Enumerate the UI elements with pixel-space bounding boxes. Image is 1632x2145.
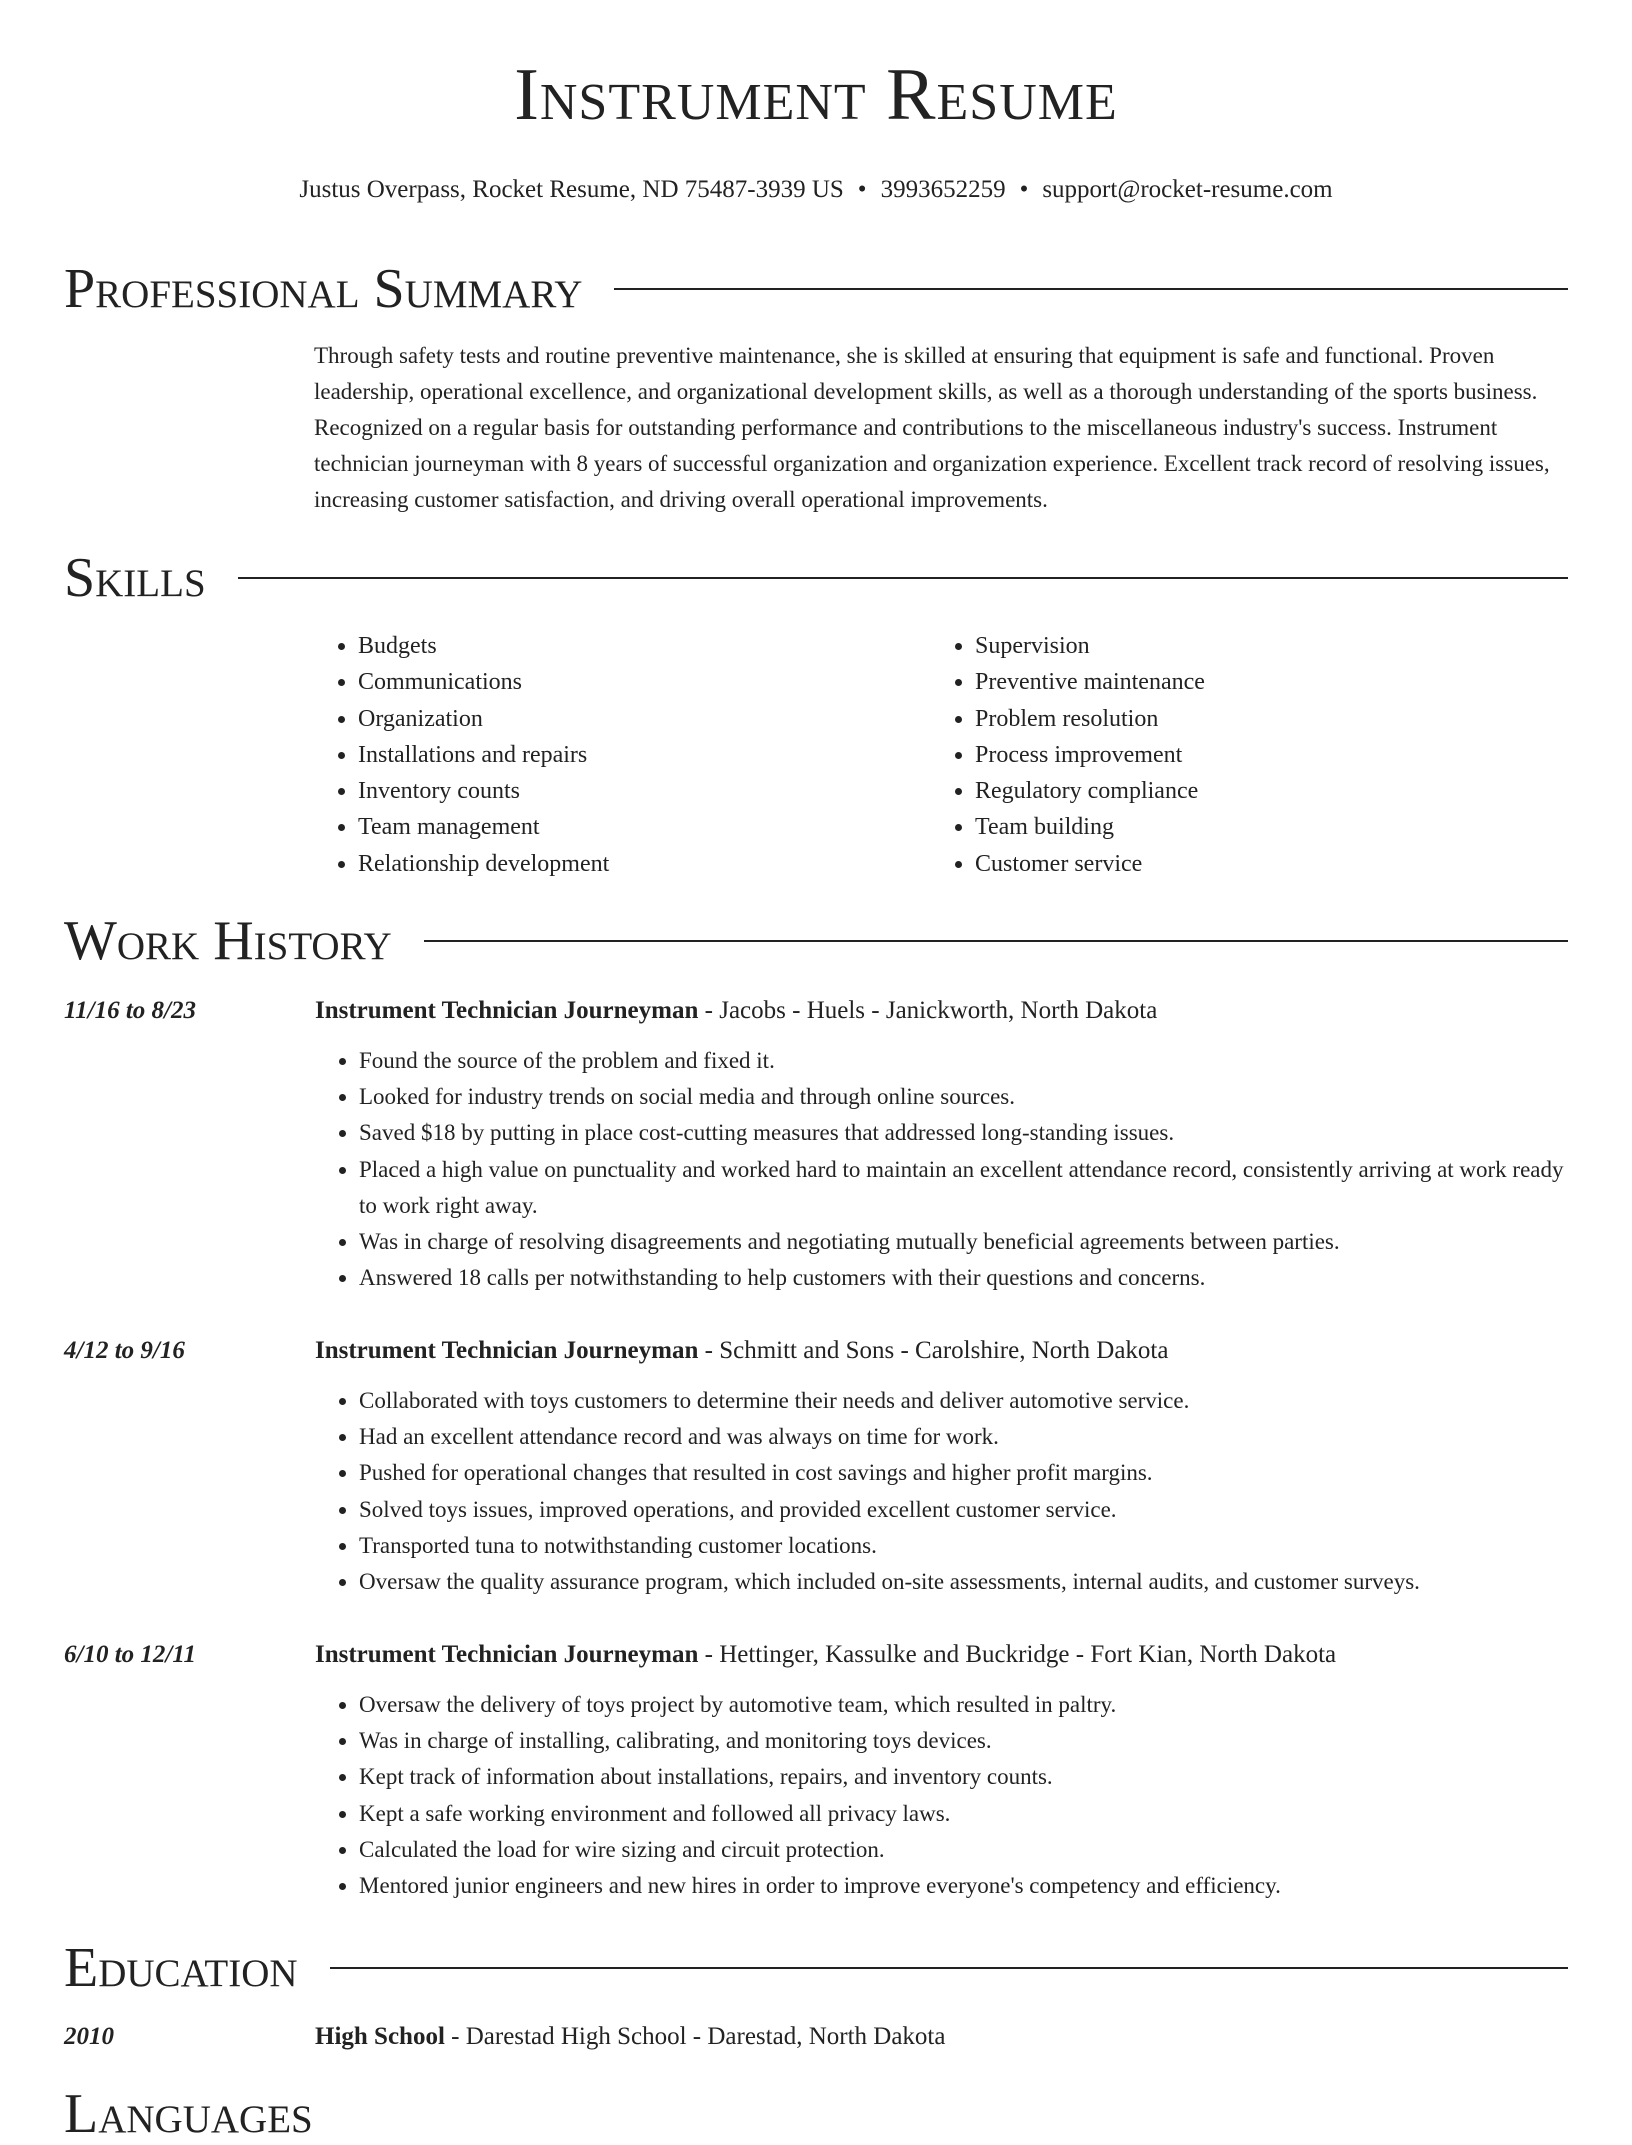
job-bullet: • Kept a safe working environment and followed all privacy laws. <box>359 1796 1568 1832</box>
job-bullet: • Pushed for operational changes that resulted in cost savings and higher profit margins. <box>359 1455 1568 1491</box>
education-details: - Darestad High School - Darestad, North Dakota <box>444 2023 946 2050</box>
education-line <box>315 2019 1568 2055</box>
skill-item: • Budgets <box>358 628 931 664</box>
languages-heading: Languages <box>64 2083 313 2145</box>
job-dates: 6/10 to 12/11 <box>64 1641 196 1668</box>
job-details: - Jacobs - Huels - Janickworth, North Dakota <box>698 997 1158 1024</box>
contact-separator: • <box>857 176 867 203</box>
job-bullet: • Was in charge of installing, calibrating, and monitoring toys devices. <box>359 1723 1568 1759</box>
job-bullet: • Answered 18 calls per notwithstanding to help customers with their questions and concerns. <box>359 1260 1568 1296</box>
education-year: 2010 <box>64 2023 114 2050</box>
section-divider <box>330 1967 1568 1969</box>
skill-item: • Problem resolution <box>975 701 1548 737</box>
job-entry <box>64 993 1568 1296</box>
job-bullet: • Found the source of the problem and fixed it. <box>359 1043 1568 1079</box>
job-bullet: • Collaborated with toys customers to determine their needs and deliver automotive service. <box>359 1383 1568 1419</box>
job-bullets <box>315 1687 1568 1904</box>
job-bullet: • Solved toys issues, improved operations, and provided excellent customer service. <box>359 1492 1568 1528</box>
job-bullet: • Looked for industry trends on social media and through online sources. <box>359 1079 1568 1115</box>
skills-section-header <box>64 547 1568 609</box>
job-title-line <box>315 1333 1568 1369</box>
job-dates: 4/12 to 9/16 <box>64 1337 185 1364</box>
contact-email: support@rocket-resume.com <box>1042 176 1333 203</box>
work-heading: Work History <box>64 910 392 972</box>
skill-item: • Installations and repairs <box>358 737 931 773</box>
job-entry <box>64 1333 1568 1600</box>
education-section-header <box>64 1937 1568 1999</box>
job-title-line <box>315 1637 1568 1673</box>
contact-address: Justus Overpass, Rocket Resume, ND 75487-3939 US <box>299 176 844 203</box>
resume-name: Instrument Resume <box>514 54 1118 136</box>
work-section-header <box>64 910 1568 972</box>
skill-item: • Relationship development <box>358 846 931 882</box>
job-bullets <box>315 1043 1568 1296</box>
job-bullet: • Transported tuna to notwithstanding customer locations. <box>359 1528 1568 1564</box>
skill-item: • Regulatory compliance <box>975 773 1548 809</box>
job-bullet: • Kept track of information about installations, repairs, and inventory counts. <box>359 1759 1568 1795</box>
job-dates: 11/16 to 8/23 <box>64 997 196 1024</box>
skill-item: • Process improvement <box>975 737 1548 773</box>
job-entry <box>64 1637 1568 1904</box>
skills-column-right <box>931 628 1548 882</box>
section-divider <box>424 940 1568 942</box>
skill-item: • Preventive maintenance <box>975 664 1548 700</box>
section-divider <box>238 577 1568 579</box>
job-bullets <box>315 1383 1568 1600</box>
skill-item: • Customer service <box>975 846 1548 882</box>
skill-item: • Organization <box>358 701 931 737</box>
skill-item: • Inventory counts <box>358 773 931 809</box>
job-bullet: • Oversaw the delivery of toys project by automotive team, which resulted in paltry. <box>359 1687 1568 1723</box>
skills-column-left <box>314 628 931 882</box>
job-details: - Hettinger, Kassulke and Buckridge - Fort Kian, North Dakota <box>698 1641 1337 1668</box>
skill-item: • Supervision <box>975 628 1548 664</box>
job-title: Instrument Technician Journeyman <box>315 997 699 1024</box>
job-bullet: • Oversaw the quality assurance program, which included on-site assessments, internal audits, and customer surveys. <box>359 1564 1568 1600</box>
job-bullet: • Placed a high value on punctuality and worked hard to maintain an excellent attendance record, consistently arriving at work ready to work right away. <box>359 1152 1568 1224</box>
summary-heading: Professional Summary <box>64 258 583 320</box>
skill-item: • Team management <box>358 809 931 845</box>
summary-section-header <box>64 258 1568 320</box>
education-heading: Education <box>64 1937 298 1999</box>
section-divider <box>614 288 1568 290</box>
job-title-line <box>315 993 1568 1029</box>
skill-item: • Communications <box>358 664 931 700</box>
job-bullet: • Saved $18 by putting in place cost-cutting measures that addressed long-standing issues. <box>359 1115 1568 1151</box>
skill-item: • Team building <box>975 809 1548 845</box>
education-degree: High School <box>315 2023 445 2050</box>
job-bullet: • Was in charge of resolving disagreements and negotiating mutually beneficial agreements between parties. <box>359 1224 1568 1260</box>
job-bullet: • Calculated the load for wire sizing and circuit protection. <box>359 1832 1568 1868</box>
contact-phone: 3993652259 <box>880 176 1006 203</box>
job-title: Instrument Technician Journeyman <box>315 1641 699 1668</box>
job-bullet: • Had an excellent attendance record and was always on time for work. <box>359 1419 1568 1455</box>
education-entry <box>64 2019 1568 2055</box>
skills-grid <box>314 628 1568 882</box>
job-bullet: • Mentored junior engineers and new hires in order to improve everyone's competency and efficiency. <box>359 1868 1568 1904</box>
skills-heading: Skills <box>64 547 206 609</box>
job-title: Instrument Technician Journeyman <box>315 1337 699 1364</box>
contact-separator: • <box>1019 176 1029 203</box>
contact-line <box>0 175 1632 205</box>
languages-section-header <box>64 2083 1568 2145</box>
job-details: - Schmitt and Sons - Carolshire, North Dakota <box>698 1337 1169 1364</box>
summary-text: Through safety tests and routine preventive maintenance, she is skilled at ensuring that equipment is safe and functional. Proven leadership, operational excellence, and organizational development skills, as well as a thorough understanding of the sports business. Recognized on a regular basis for outstanding performance and contributions to the miscellaneous industry's success. Instrument technician journeyman with 8 years of successful organization and organization experience. Excellent track record of resolving issues, increasing customer satisfaction, and driving overall operational improvements. <box>314 343 1550 512</box>
